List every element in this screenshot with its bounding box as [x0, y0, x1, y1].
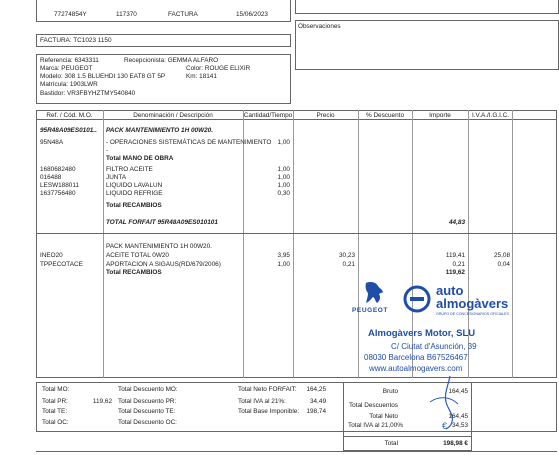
- row-qty: 1,00: [277, 139, 290, 146]
- logo-word-auto: auto: [436, 283, 464, 298]
- total-right-value: 198,98 €: [443, 440, 468, 447]
- total-mid-label: Total Neto FORFAIT:: [238, 386, 297, 393]
- total-discount-label: Total Descuento MO:: [118, 386, 178, 393]
- row-amount: 0,21: [452, 261, 465, 268]
- row-ref: 95R48A09ES0101..: [40, 127, 97, 134]
- row-amount: 119,62: [445, 269, 465, 276]
- total-mid-value: 34,49: [310, 398, 326, 405]
- top-number: 117370: [116, 11, 137, 18]
- total-mid-label: Total Base Imponible:: [238, 408, 300, 415]
- total-left-value: 119,62: [92, 398, 112, 405]
- row-iva: 0,04: [497, 261, 510, 268]
- row-qty: 3,95: [277, 252, 290, 259]
- col-sep-4: [358, 110, 359, 378]
- total-right-label: Total Descuentos: [348, 402, 398, 409]
- row-amount: 119,41: [445, 252, 465, 259]
- vehicle-color: Color: ROUGE ELIXIR: [186, 65, 251, 72]
- row-ref: 95N48A: [40, 139, 64, 146]
- table-header-rule: [36, 119, 557, 120]
- row-desc: FILTRO ACEITE: [106, 166, 153, 173]
- row-qty: 1,00: [277, 261, 290, 268]
- col-sep-2: [243, 110, 244, 378]
- row-qty: 0,30: [277, 190, 290, 197]
- col-sep-1: [103, 110, 104, 378]
- row-ref: LESW188011: [40, 182, 79, 189]
- total-left-label: Total PR:: [42, 398, 68, 405]
- row-price: 30,23: [339, 252, 355, 259]
- observaciones-label: Observaciones: [298, 23, 341, 30]
- peugeot-brand: PEUGEOT: [352, 307, 388, 314]
- row-desc: APORTACION A SIGAUS(RD/679/2006): [106, 261, 221, 268]
- almogavers-logo-mark: [402, 284, 432, 314]
- header-discount: % Descuento: [365, 112, 404, 119]
- row-ref: INEO20: [40, 252, 63, 259]
- row-desc: PACK MANTENIMIENTO 1H 00W20.: [106, 127, 213, 134]
- header-price: Precio: [316, 112, 335, 119]
- row-desc: ACEITE TOTAL 0W20: [106, 252, 169, 259]
- handwritten-signature: [424, 374, 472, 430]
- total-right-value: 164,45: [448, 413, 468, 420]
- total-mid-value: 198,74: [306, 408, 326, 415]
- row-desc: LIQUIDO REFRIGE: [106, 190, 163, 197]
- row-amount: 44,83: [449, 219, 465, 226]
- row-desc: - OPERACIONES SISTEMÁTICAS DE MANTENIMIENTO: [106, 139, 272, 146]
- row-desc: Total MANO DE OBRA: [106, 155, 174, 162]
- grand-total-rule: [343, 436, 472, 437]
- top-code: 77274854Y: [54, 11, 87, 18]
- row-desc: Total RECAMBIOS: [106, 202, 162, 209]
- stamp-address-1: C/ Ciutat d'Asunción, 39: [391, 342, 477, 351]
- total-left-label: Total OC:: [42, 419, 69, 426]
- header-desc: Denominación / Descripción: [133, 112, 213, 119]
- total-right-value: 34,53: [452, 422, 468, 429]
- header-iva: I.V.A./I.G.I.C.: [471, 112, 510, 119]
- row-qty: 1,00: [277, 174, 290, 181]
- total-right-label: Bruto: [382, 388, 398, 395]
- vehicle-recepcionista: Recepcionista: GEMMA ALFARO: [124, 57, 219, 64]
- logo-tagline: GRUPO DE CONCESIONARIOS OFICIALES: [436, 312, 509, 316]
- stamp-web: www.autoalmogavers.com: [369, 364, 463, 373]
- header-ref: Ref. / Cód. M.O.: [46, 112, 93, 119]
- row-ref: TPPECOTACE: [40, 261, 83, 268]
- row-desc: Total RECAMBIOS: [106, 269, 162, 276]
- row-desc: JUNTA: [106, 174, 127, 181]
- row-desc: TOTAL FORFAIT 95R48A09ES010101: [106, 219, 218, 226]
- handwritten-euro: €: [442, 421, 448, 431]
- row-ref: 016488: [40, 174, 62, 181]
- total-right-label: Total: [384, 440, 398, 447]
- peugeot-lion-logo: [360, 279, 388, 307]
- col-sep-7: [512, 110, 513, 378]
- vehicle-referencia: Referencia: 6343311: [40, 57, 99, 64]
- row-price: 0,21: [342, 261, 355, 268]
- total-mid-value: 164,25: [306, 386, 326, 393]
- row-qty: 1,00: [277, 166, 290, 173]
- header-qty: Cantidad/Tiempo: [243, 112, 293, 119]
- vehicle-bastidor: Bastidor: VR3FBYHZTMY540840: [40, 90, 136, 97]
- vehicle-modelo: Modelo: 308 1.5 BLUEHDI 130 EAT8 GT 5P: [40, 73, 166, 80]
- total-discount-label: Total Descuento OC:: [118, 419, 177, 426]
- forfait-rule: [36, 233, 557, 234]
- top-doc-type: FACTURA: [168, 11, 198, 18]
- logo-word-almogavers: almogàvers: [436, 296, 509, 311]
- row-desc: LIQUIDO LAVALUN: [106, 182, 163, 189]
- total-left-label: Total TE:: [42, 408, 68, 415]
- row-desc: -: [106, 147, 109, 154]
- vehicle-matricula: Matrícula: 1903LWR: [40, 81, 98, 88]
- row-desc: PACK MANTENIMIENTO 1H 00W20.: [106, 243, 212, 250]
- row-qty: 1,00: [277, 182, 290, 189]
- total-right-value: 164,45: [448, 388, 468, 395]
- vehicle-km: Km: 18141: [186, 73, 217, 80]
- stamp-company: Almogàvers Motor, SLU: [368, 328, 476, 339]
- total-right-label: Total Neto: [369, 413, 398, 420]
- stamp-address-2: 08030 Barcelona B67526467: [364, 353, 468, 362]
- row-ref: 1680682480: [40, 166, 76, 173]
- top-right-box: [295, 0, 559, 14]
- header-amount: Importe: [429, 112, 451, 119]
- total-discount-label: Total Descuento PR:: [118, 398, 177, 405]
- total-right-label: Total IVA al 21,00%: [348, 422, 403, 429]
- bottom-rule: [36, 451, 557, 452]
- factura-line: FACTURA: TC1023 1150: [40, 37, 112, 44]
- total-discount-label: Total Descuento TE:: [118, 408, 176, 415]
- vehicle-marca: Marca: PEUGEOT: [40, 65, 93, 72]
- col-sep-3: [293, 110, 294, 378]
- total-left-label: Total MO:: [42, 386, 70, 393]
- row-iva: 25,08: [494, 252, 510, 259]
- top-date: 15/06/2023: [236, 11, 268, 18]
- total-mid-label: Total IVA al 21%:: [238, 398, 286, 405]
- row-ref: 1637756480: [40, 190, 76, 197]
